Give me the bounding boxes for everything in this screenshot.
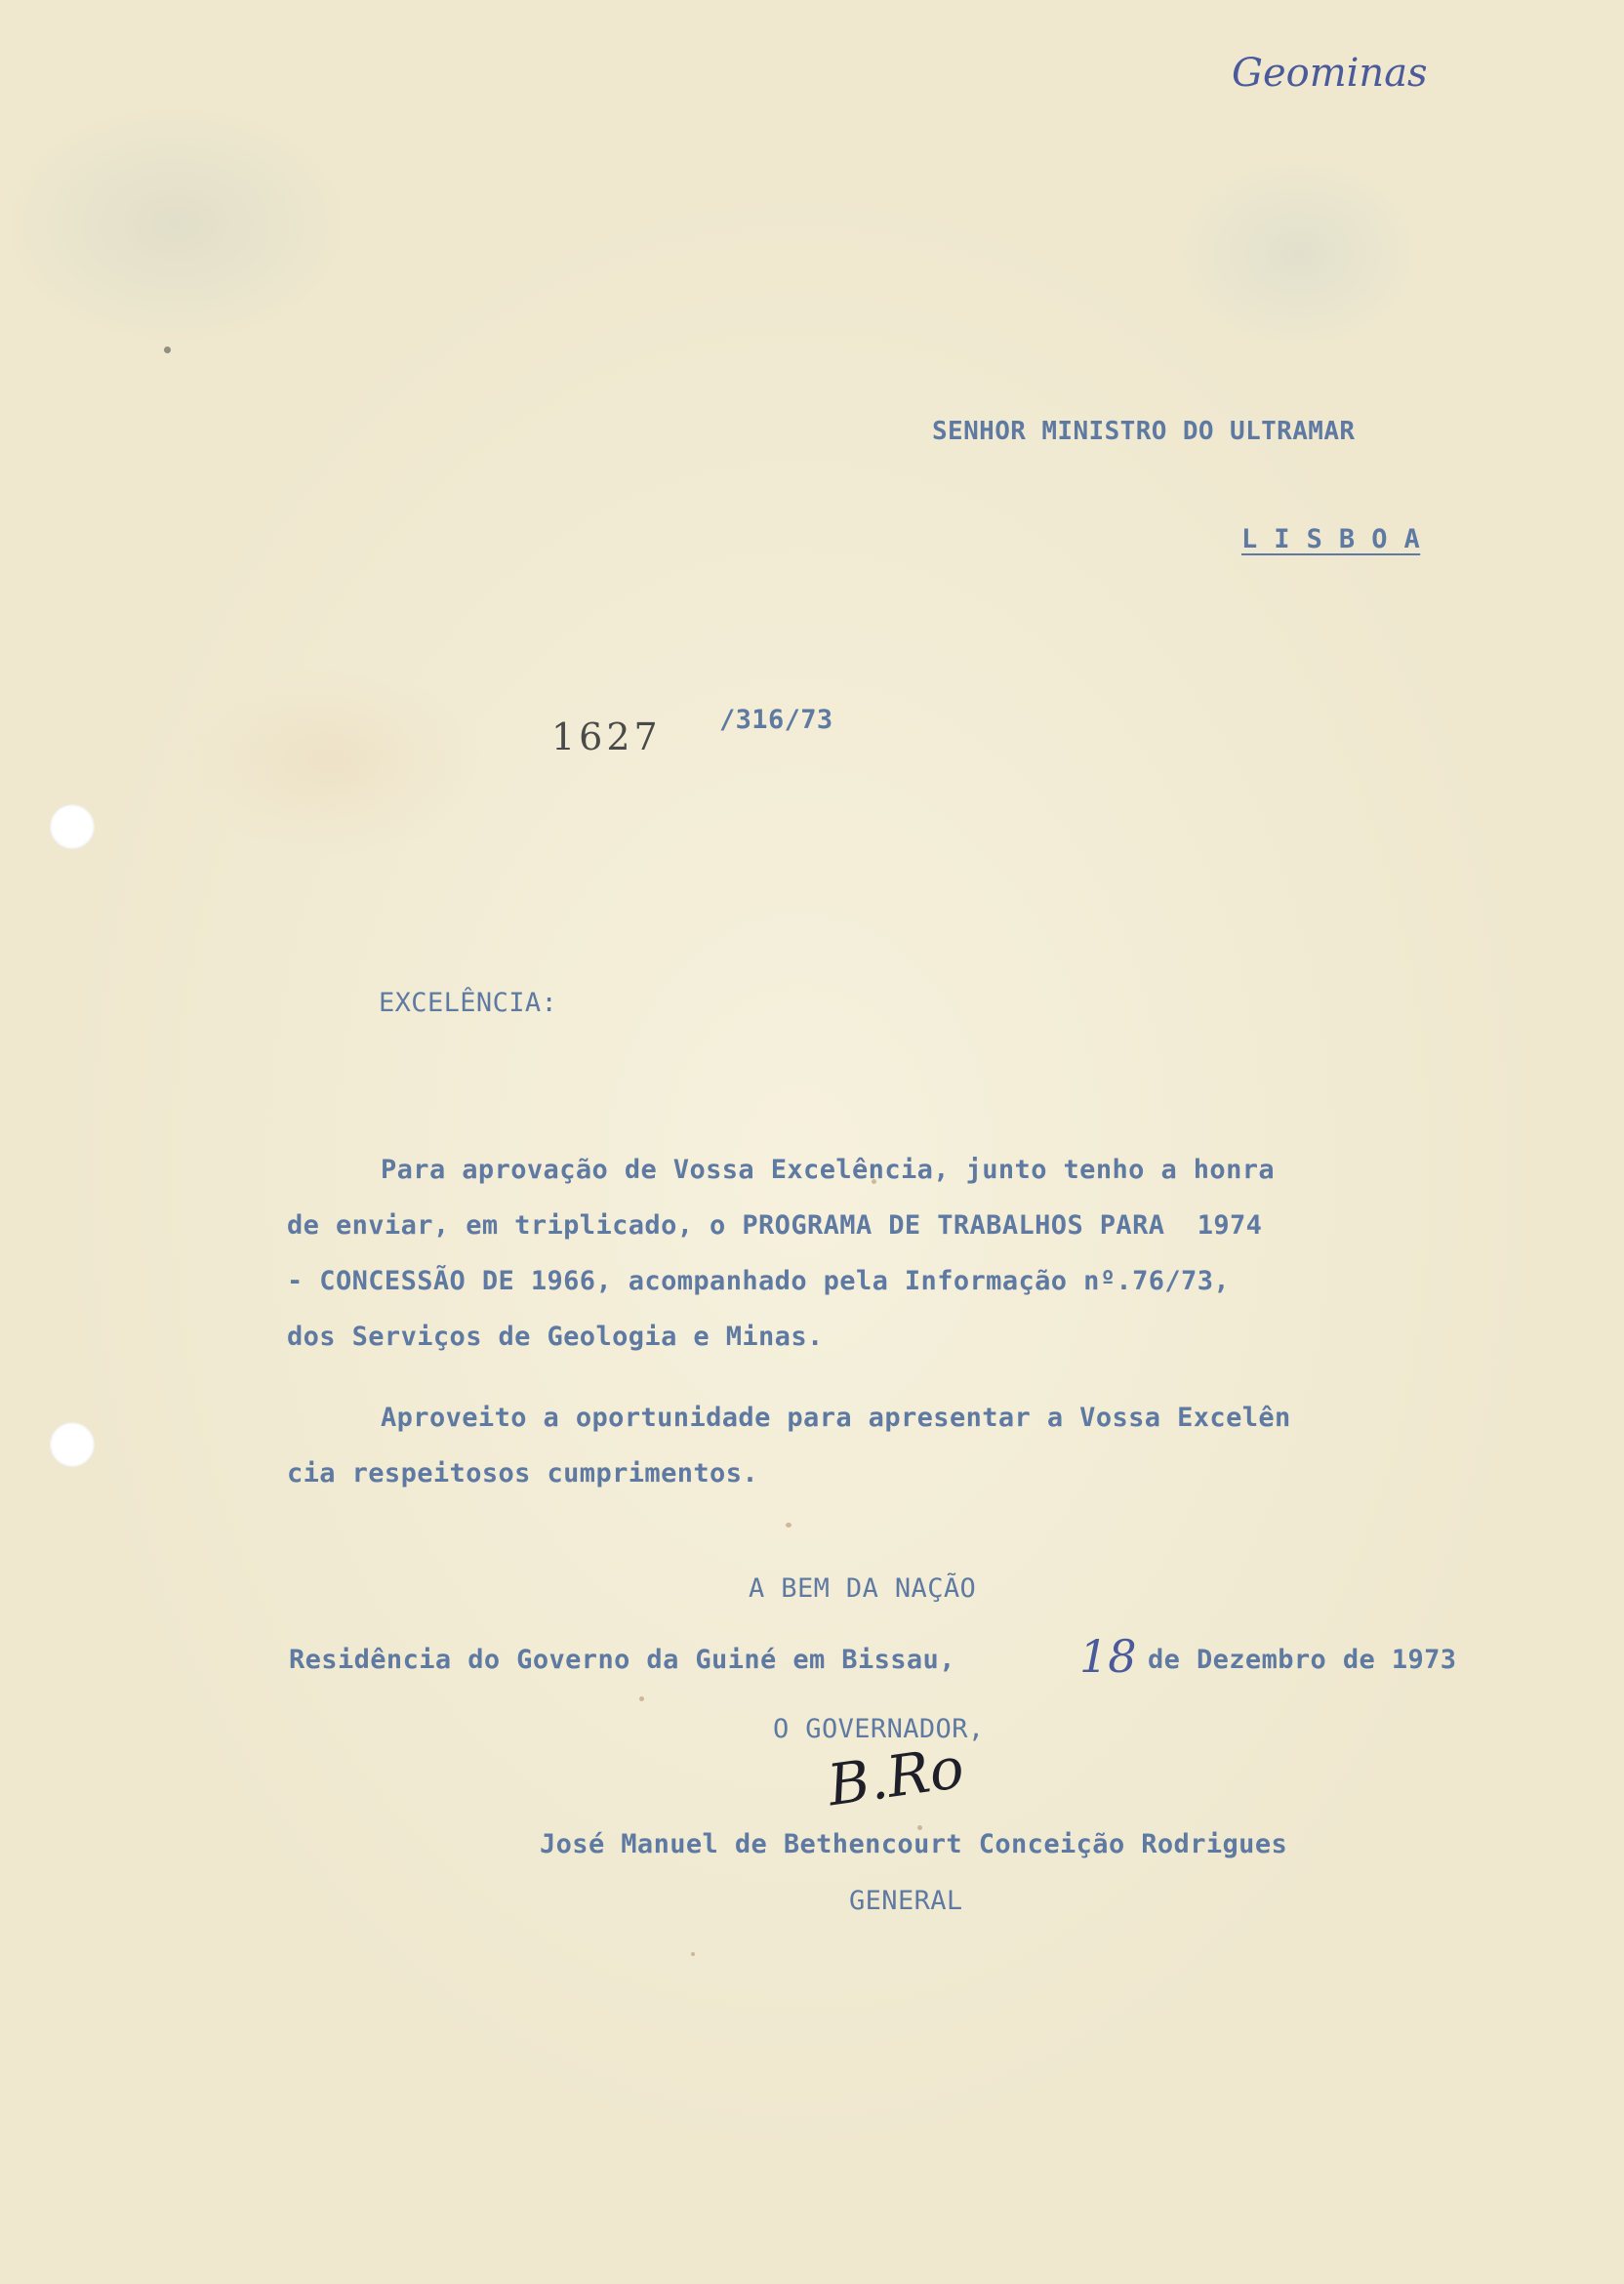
foxing-spot — [786, 1523, 792, 1528]
place-prefix: Residência do Governo da Guiné em Bissau, — [289, 1645, 955, 1675]
signatory-rank: GENERAL — [849, 1886, 963, 1916]
signatory-name: José Manuel de Bethencourt Conceição Rodrigues — [540, 1829, 1288, 1859]
body-line: de enviar, em triplicado, o PROGRAMA DE TRABALHOS PARA 1974 — [287, 1210, 1263, 1241]
foxing-spot — [639, 1696, 644, 1701]
reference-stamp-number: 1627 — [551, 715, 662, 758]
body-line: Para aprovação de Vossa Excelência, junto tenho a honra — [381, 1155, 1276, 1185]
reference-suffix: /316/73 — [719, 705, 833, 735]
addressee: SENHOR MINISTRO DO ULTRAMAR — [932, 417, 1356, 446]
body-line: cia respeitosos cumprimentos. — [287, 1458, 759, 1489]
body-line: - CONCESSÃO DE 1966, acompanhado pela Informação nº.76/73, — [287, 1266, 1231, 1296]
body-line: Aproveito a oportunidade para apresentar a Vossa Excelên — [381, 1403, 1291, 1433]
handwritten-annotation: Geominas — [1232, 51, 1428, 96]
city: L I S B O A — [1241, 524, 1421, 554]
punch-hole-top — [50, 804, 95, 849]
foxing-spot — [691, 1952, 695, 1956]
handwritten-signature: B.Ro — [823, 1733, 968, 1819]
signatory-title: O GOVERNADOR, — [773, 1714, 985, 1744]
ink-speck — [164, 347, 171, 353]
salutation: EXCELÊNCIA: — [379, 988, 558, 1018]
closing-motto: A BEM DA NAÇÃO — [749, 1573, 977, 1604]
place-suffix: de Dezembro de 1973 — [1148, 1645, 1457, 1675]
punch-hole-bottom — [50, 1422, 95, 1467]
handwritten-day: 18 — [1079, 1630, 1137, 1683]
body-line: dos Serviços de Geologia e Minas. — [287, 1322, 824, 1352]
